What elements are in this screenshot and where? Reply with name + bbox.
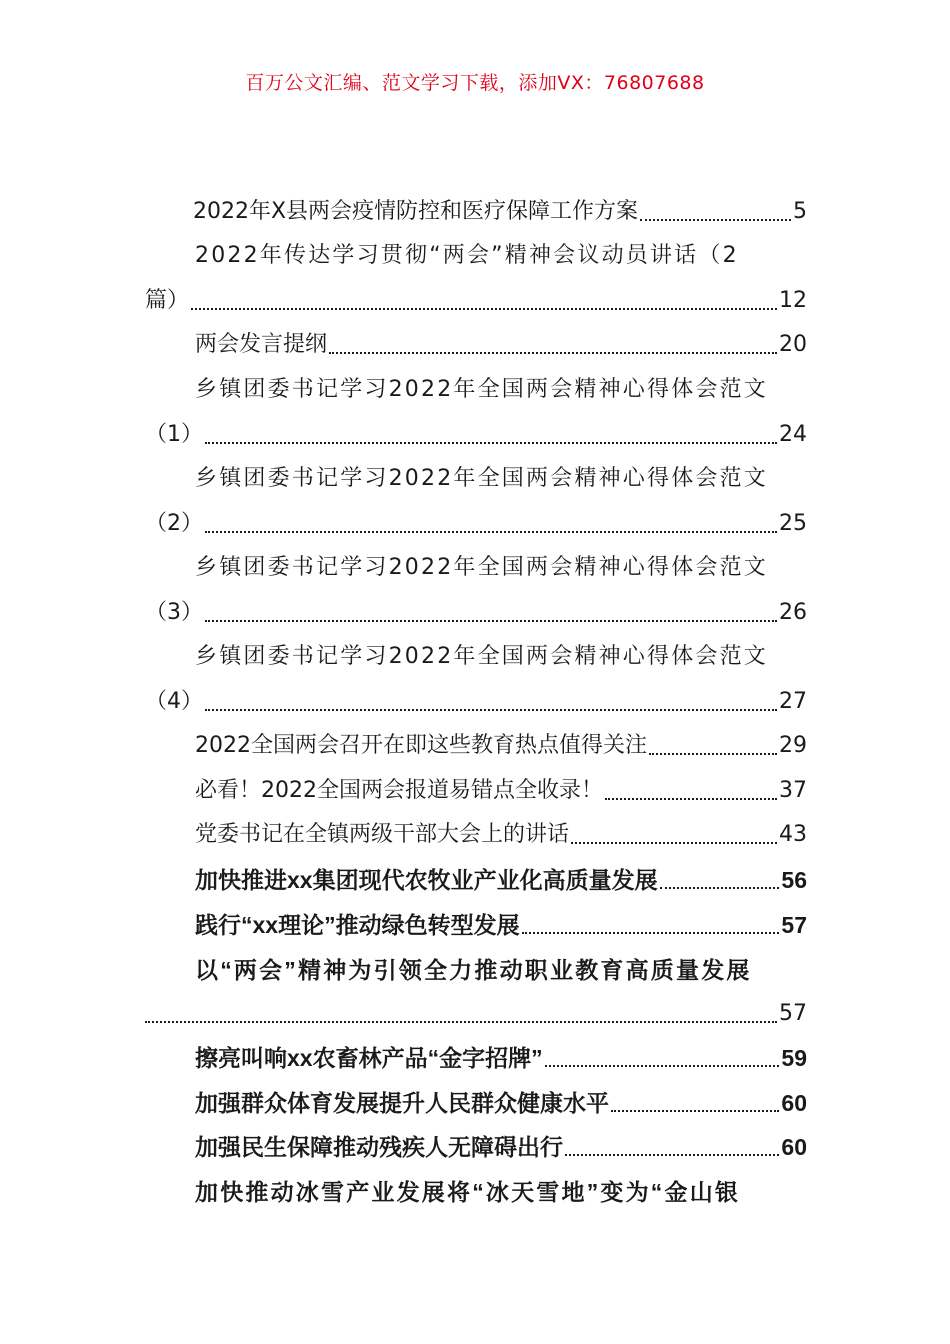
toc-leader-dots xyxy=(545,1065,780,1067)
toc-leader-dots xyxy=(205,709,777,711)
toc-leader-dots xyxy=(571,842,777,844)
toc-entry[interactable] xyxy=(195,1041,807,1073)
toc-entry-continuation[interactable] xyxy=(145,596,807,628)
toc-leader-dots xyxy=(565,1154,779,1156)
toc-entry[interactable] xyxy=(195,1086,807,1118)
toc-entry[interactable] xyxy=(195,908,807,940)
toc-leader-dots xyxy=(640,219,791,221)
toc-entry[interactable] xyxy=(195,1175,807,1207)
toc-entry-page: 27 xyxy=(779,689,807,714)
toc-leader-dots xyxy=(649,753,777,755)
toc-entry-title-cont: （3） xyxy=(145,600,203,625)
toc-entry-title: 党委书记在全镇两级干部大会上的讲话 xyxy=(195,822,570,847)
toc-leader-dots xyxy=(329,352,777,354)
toc-leader-dots xyxy=(660,887,780,889)
toc-entry-page: 26 xyxy=(779,600,807,625)
toc-entry-title: 2022年X县两会疫情防控和医疗保障工作方案 xyxy=(193,199,639,224)
toc-entry-title: 乡镇团委书记学习2022年全国两会精神心得体会范文 xyxy=(195,377,768,402)
toc-entry[interactable] xyxy=(195,551,807,583)
toc-entry-continuation[interactable] xyxy=(145,685,807,717)
toc-entry[interactable] xyxy=(193,195,807,227)
toc-entry-title: 乡镇团委书记学习2022年全国两会精神心得体会范文 xyxy=(195,555,768,580)
toc-entry-page: 25 xyxy=(779,511,807,536)
toc-entry[interactable] xyxy=(195,462,807,494)
toc-entry-page: 12 xyxy=(779,288,807,313)
toc-entry-title: 加快推进xx集团现代农牧业产业化高质量发展 xyxy=(195,867,658,893)
toc-entry[interactable] xyxy=(195,953,807,985)
toc-entry-continuation[interactable] xyxy=(145,418,807,450)
toc-entry-continuation[interactable] xyxy=(145,997,807,1029)
toc-entry-page: 37 xyxy=(779,778,807,803)
toc-entry-title-cont: 篇） xyxy=(145,288,190,313)
toc-entry[interactable] xyxy=(195,328,807,360)
toc-entry-title: 加快推动冰雪产业发展将“冰天雪地”变为“金山银 xyxy=(195,1179,741,1205)
toc-entry[interactable] xyxy=(195,373,807,405)
toc-entry-page: 57 xyxy=(779,1001,807,1026)
toc-entry[interactable] xyxy=(195,818,807,850)
toc-leader-dots xyxy=(522,932,780,934)
toc-leader-dots xyxy=(205,442,777,444)
toc-entry-title: 乡镇团委书记学习2022年全国两会精神心得体会范文 xyxy=(195,466,768,491)
toc-entry-title: 2022年传达学习贯彻“两会”精神会议动员讲话（2 xyxy=(195,243,739,268)
toc-leader-dots xyxy=(205,620,777,622)
toc-entry-title: 2022全国两会召开在即这些教育热点值得关注 xyxy=(195,733,647,758)
toc-leader-dots xyxy=(145,1021,777,1023)
toc-entry-continuation[interactable] xyxy=(145,507,807,539)
toc-entry[interactable] xyxy=(195,239,807,271)
toc-leader-dots xyxy=(605,798,777,800)
toc-entry-page: 29 xyxy=(779,733,807,758)
toc-entry-page: 59 xyxy=(781,1045,807,1071)
toc-leader-dots xyxy=(611,1110,779,1112)
toc-entry-title-cont: （2） xyxy=(145,511,203,536)
toc-entry-title: 必看！2022全国两会报道易错点全收录！ xyxy=(195,778,603,803)
toc-entry-continuation[interactable] xyxy=(145,284,807,316)
toc-entry-page: 56 xyxy=(781,867,807,893)
toc-entry-title-cont: （4） xyxy=(145,689,203,714)
toc-entry[interactable] xyxy=(195,729,807,761)
toc-entry-page: 57 xyxy=(781,912,807,938)
toc-entry-page: 60 xyxy=(781,1134,807,1160)
toc-entry-page: 60 xyxy=(781,1090,807,1116)
toc-entry-page: 5 xyxy=(793,199,807,224)
toc-entry[interactable] xyxy=(195,1130,807,1162)
toc-entry-page: 24 xyxy=(779,422,807,447)
toc-entry-title: 乡镇团委书记学习2022年全国两会精神心得体会范文 xyxy=(195,644,768,669)
toc-entry[interactable] xyxy=(195,774,807,806)
toc-entry-title: 加强民生保障推动残疾人无障碍出行 xyxy=(195,1134,563,1160)
toc-entry-page: 20 xyxy=(779,332,807,357)
toc-entry-title: 践行“xx理论”推动绿色转型发展 xyxy=(195,912,520,938)
toc-entry-title-cont: （1） xyxy=(145,422,203,447)
toc-entry-title: 擦亮叫响xx农畜林产品“金字招牌” xyxy=(195,1045,543,1071)
toc-leader-dots xyxy=(205,531,777,533)
toc-entry[interactable] xyxy=(195,640,807,672)
page-header-watermark: 百万公文汇编、范文学习下载，添加VX：76807688 xyxy=(245,72,705,94)
toc-entry-title: 两会发言提纲 xyxy=(195,332,328,357)
toc-leader-dots xyxy=(191,308,777,310)
toc-entry-title: 以“两会”精神为引领全力推动职业教育高质量发展 xyxy=(195,957,752,983)
toc-entry[interactable] xyxy=(195,863,807,895)
toc-entry-title: 加强群众体育发展提升人民群众健康水平 xyxy=(195,1090,609,1116)
toc-entry-page: 43 xyxy=(779,822,807,847)
